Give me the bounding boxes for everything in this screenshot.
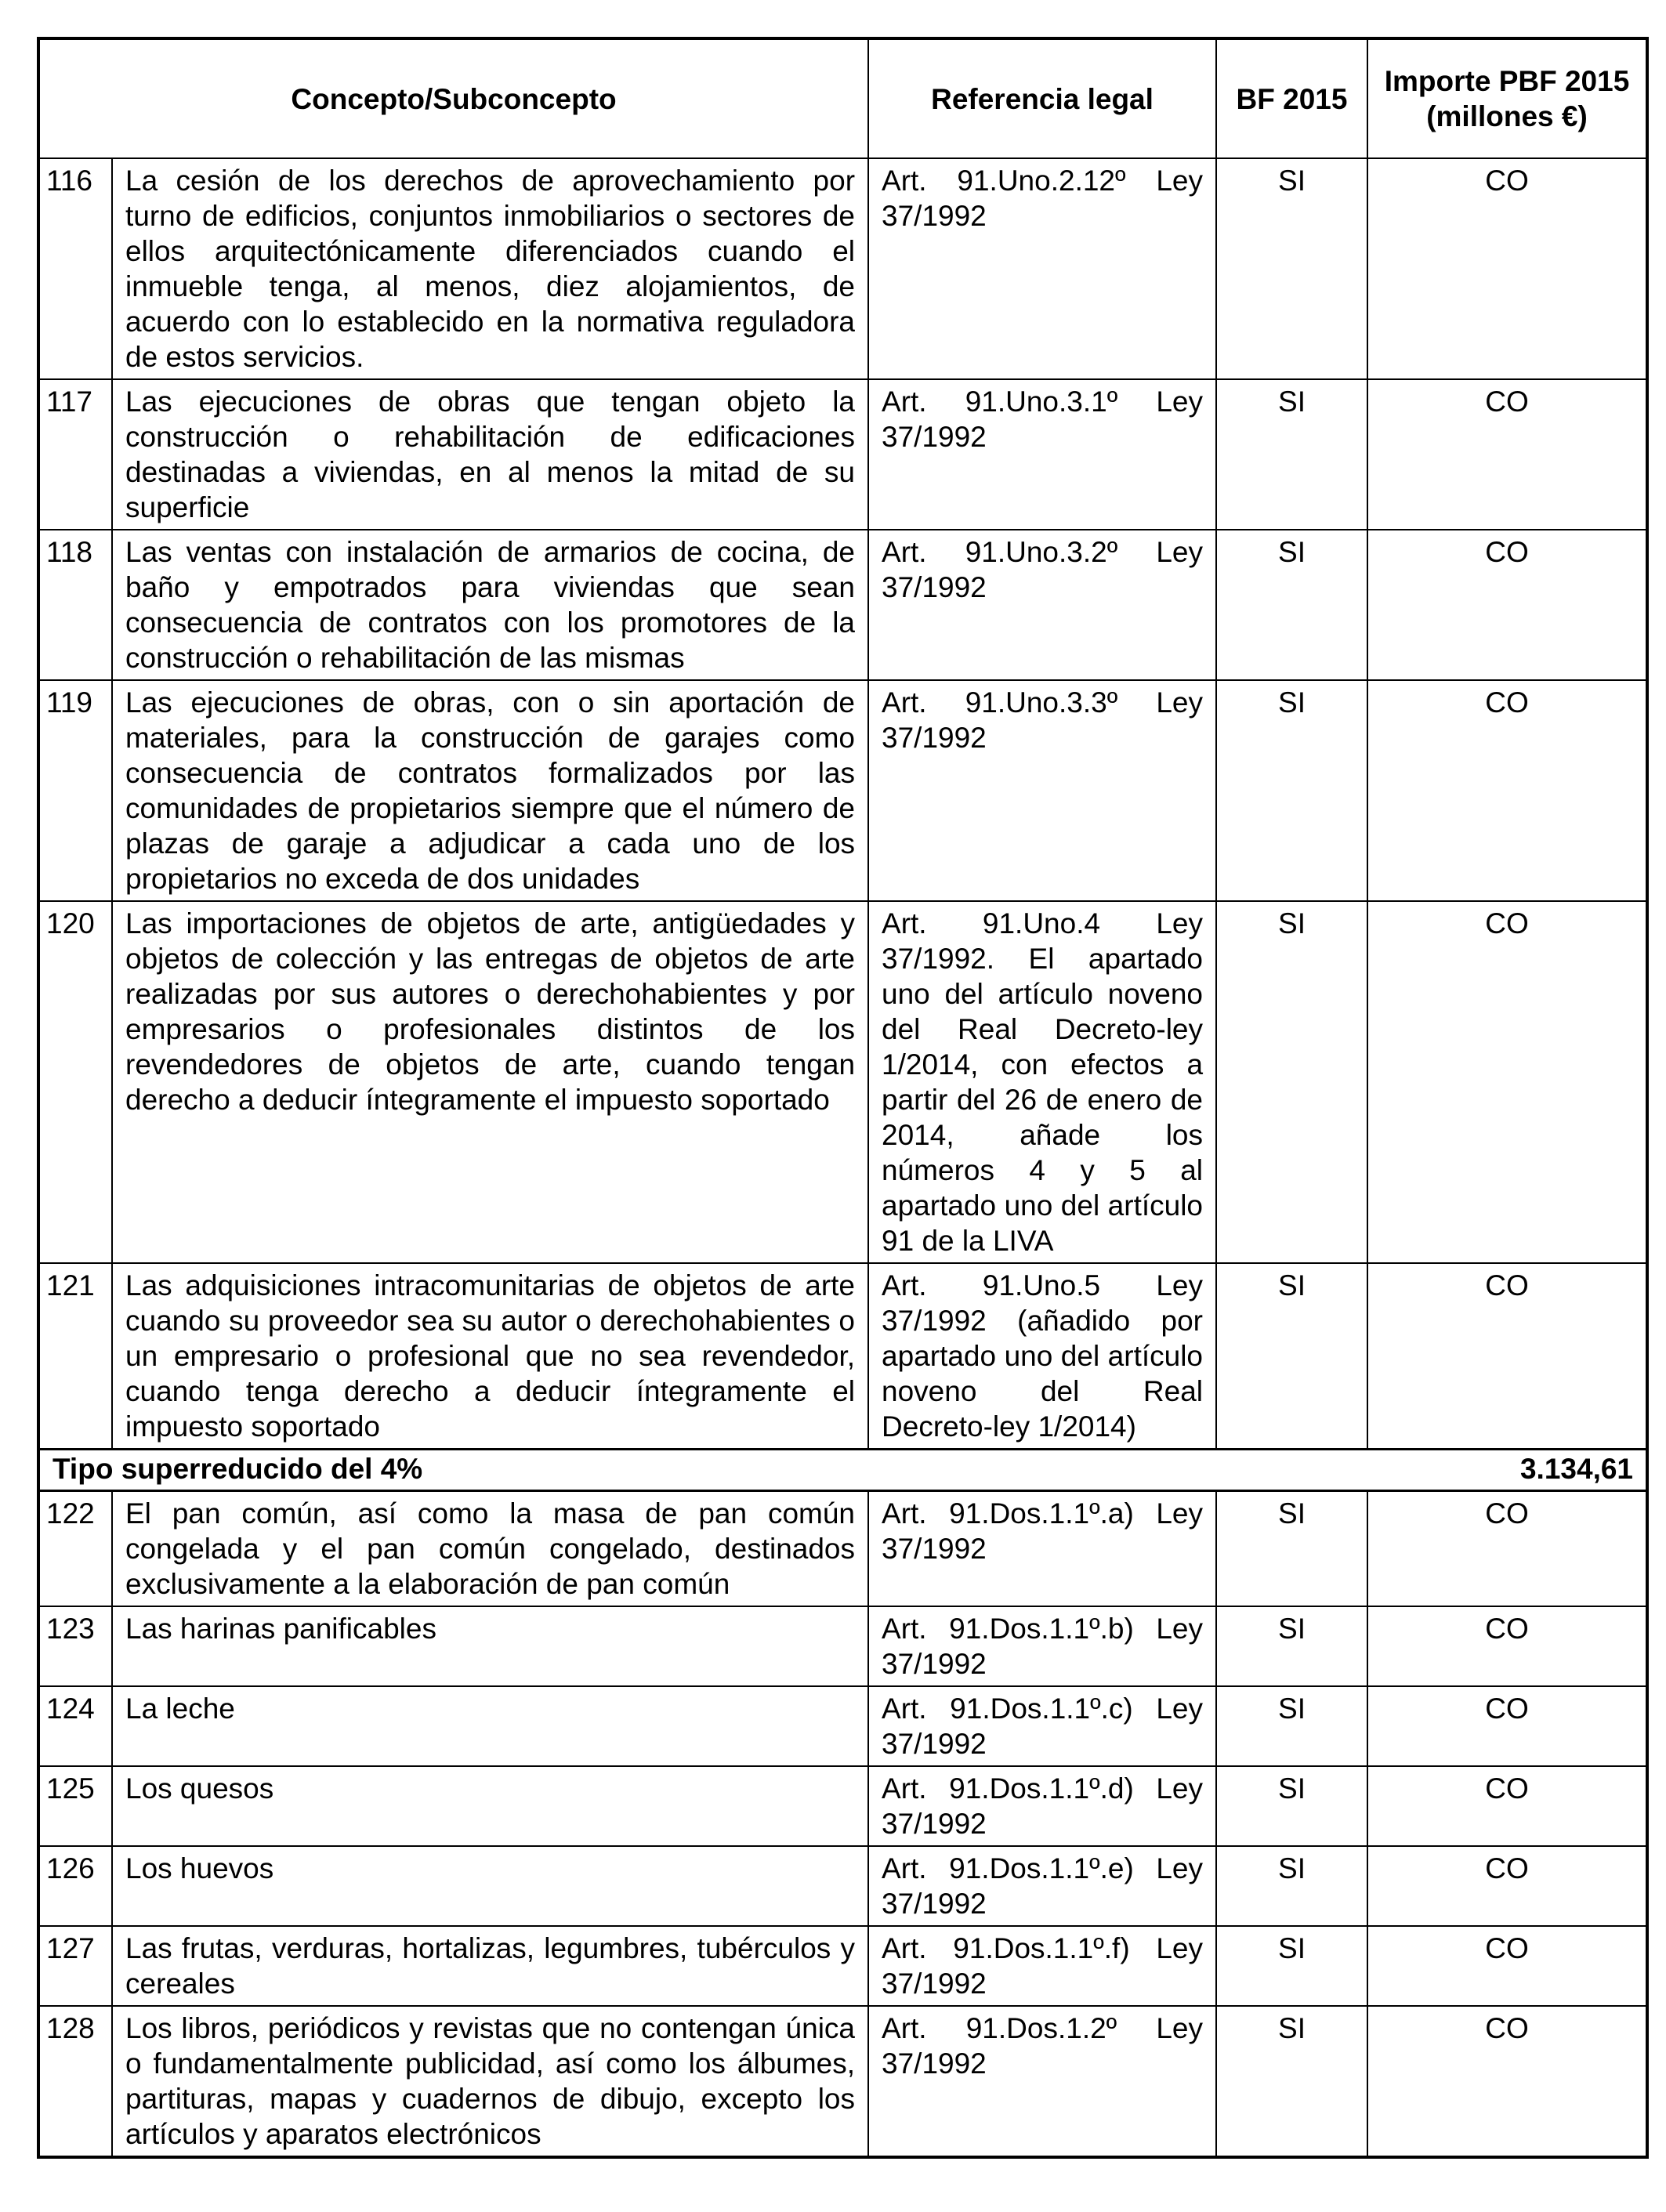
row-importe-value: CO bbox=[1367, 1926, 1647, 2006]
row-number: 128 bbox=[38, 2006, 112, 2157]
row-number: 126 bbox=[38, 1846, 112, 1926]
row-referencia: Art. 91.Uno.3.3º Ley 37/1992 bbox=[868, 680, 1216, 901]
row-bf-value: SI bbox=[1216, 158, 1367, 379]
table-row bbox=[38, 1846, 1647, 1926]
table-row bbox=[38, 530, 1647, 680]
row-importe-value: CO bbox=[1367, 1766, 1647, 1846]
table-row bbox=[38, 158, 1647, 379]
column-header-bf: BF 2015 bbox=[1216, 38, 1367, 158]
table-row bbox=[38, 1926, 1647, 2006]
row-bf-value: SI bbox=[1216, 1686, 1367, 1766]
row-number: 117 bbox=[38, 379, 112, 530]
row-importe-value: CO bbox=[1367, 530, 1647, 680]
row-bf-value: SI bbox=[1216, 1766, 1367, 1846]
table-row bbox=[38, 1766, 1647, 1846]
row-importe-value: CO bbox=[1367, 1491, 1647, 1607]
row-importe-value: CO bbox=[1367, 1846, 1647, 1926]
row-bf-value: SI bbox=[1216, 1846, 1367, 1926]
table-row bbox=[38, 2006, 1647, 2157]
row-concepto: Las ventas con instalación de armarios de cocina, de baño y empotrados para viviendas que sean consecuencia de contratos con los promotores de la construcción o rehabilitación de las mismas bbox=[112, 530, 868, 680]
row-referencia: Art. 91.Uno.3.2º Ley 37/1992 bbox=[868, 530, 1216, 680]
row-bf-value: SI bbox=[1216, 379, 1367, 530]
row-concepto: La cesión de los derechos de aprovechamiento por turno de edificios, conjuntos inmobiliarios o sectores de ellos arquitectónicamente diferenciados cuando el inmueble tenga, al menos, diez alojamientos, de acuerdo con lo establecido en la normativa reguladora de estos servicios. bbox=[112, 158, 868, 379]
table-row bbox=[38, 379, 1647, 530]
row-importe-value: CO bbox=[1367, 680, 1647, 901]
column-header-referencia: Referencia legal bbox=[868, 38, 1216, 158]
row-concepto: La leche bbox=[112, 1686, 868, 1766]
row-referencia: Art. 91.Uno.5 Ley 37/1992 (añadido por apartado uno del artículo noveno del Real Decreto-ley 1/2014) bbox=[868, 1263, 1216, 1450]
row-concepto: Las frutas, verduras, hortalizas, legumbres, tubérculos y cereales bbox=[112, 1926, 868, 2006]
section-row bbox=[38, 1450, 1647, 1491]
table-row bbox=[38, 1606, 1647, 1686]
row-referencia: Art. 91.Uno.3.1º Ley 37/1992 bbox=[868, 379, 1216, 530]
document-page bbox=[0, 37, 1666, 2212]
table-row bbox=[38, 1491, 1647, 1607]
row-referencia: Art. 91.Dos.1.1º.e) Ley 37/1992 bbox=[868, 1846, 1216, 1926]
table-row bbox=[38, 1263, 1647, 1450]
row-importe-value: CO bbox=[1367, 158, 1647, 379]
column-header-importe: Importe PBF 2015 (millones €) bbox=[1367, 38, 1647, 158]
row-importe-value: CO bbox=[1367, 1606, 1647, 1686]
row-concepto: Los quesos bbox=[112, 1766, 868, 1846]
row-referencia: Art. 91.Uno.2.12º Ley 37/1992 bbox=[868, 158, 1216, 379]
section-total-value: 3.134,61 bbox=[1519, 1453, 1634, 1485]
row-number: 123 bbox=[38, 1606, 112, 1686]
row-importe-value: CO bbox=[1367, 2006, 1647, 2157]
row-concepto: Las adquisiciones intracomunitarias de objetos de arte cuando su proveedor sea su autor o derechohabientes o un empresario o profesional que no sea revendedor, cuando tenga derecho a deducir íntegramente el impuesto soportado bbox=[112, 1263, 868, 1450]
row-number: 122 bbox=[38, 1491, 112, 1607]
row-number: 116 bbox=[38, 158, 112, 379]
row-importe-value: CO bbox=[1367, 1686, 1647, 1766]
row-bf-value: SI bbox=[1216, 1606, 1367, 1686]
table-row bbox=[38, 680, 1647, 901]
row-number: 120 bbox=[38, 901, 112, 1263]
row-number: 118 bbox=[38, 530, 112, 680]
row-concepto: Las ejecuciones de obras que tengan objeto la construcción o rehabilitación de edificaciones destinadas a viviendas, en al menos la mitad de su superficie bbox=[112, 379, 868, 530]
header-row bbox=[38, 38, 1647, 158]
row-bf-value: SI bbox=[1216, 2006, 1367, 2157]
row-concepto: Las harinas panificables bbox=[112, 1606, 868, 1686]
row-referencia: Art. 91.Dos.1.1º.c) Ley 37/1992 bbox=[868, 1686, 1216, 1766]
row-concepto: Los libros, periódicos y revistas que no contengan única o fundamentalmente publicidad, así como los álbumes, partituras, mapas y cuadernos de dibujo, excepto los artículos y aparatos electrónicos bbox=[112, 2006, 868, 2157]
row-number: 127 bbox=[38, 1926, 112, 2006]
row-importe-value: CO bbox=[1367, 379, 1647, 530]
table-row bbox=[38, 901, 1647, 1263]
table-header bbox=[38, 38, 1647, 158]
table-row bbox=[38, 1686, 1647, 1766]
row-concepto: Los huevos bbox=[112, 1846, 868, 1926]
row-bf-value: SI bbox=[1216, 901, 1367, 1263]
row-referencia: Art. 91.Uno.4 Ley 37/1992. El apartado uno del artículo noveno del Real Decreto-ley 1/2014, con efectos a partir del 26 de enero de 2014, añade los números 4 y 5 al apartado uno del artículo 91 de la LIVA bbox=[868, 901, 1216, 1263]
row-bf-value: SI bbox=[1216, 1926, 1367, 2006]
row-referencia: Art. 91.Dos.1.1º.f) Ley 37/1992 bbox=[868, 1926, 1216, 2006]
row-concepto: El pan común, así como la masa de pan común congelada y el pan común congelado, destinados exclusivamente a la elaboración de pan común bbox=[112, 1491, 868, 1607]
row-number: 121 bbox=[38, 1263, 112, 1450]
table-body bbox=[38, 158, 1647, 2157]
row-referencia: Art. 91.Dos.1.1º.a) Ley 37/1992 bbox=[868, 1491, 1216, 1607]
row-bf-value: SI bbox=[1216, 1491, 1367, 1607]
column-header-concepto: Concepto/Subconcepto bbox=[38, 38, 868, 158]
tax-benefits-table bbox=[37, 37, 1649, 2159]
section-label: Tipo superreducido del 4% bbox=[53, 1453, 423, 1485]
row-number: 125 bbox=[38, 1766, 112, 1846]
row-importe-value: CO bbox=[1367, 1263, 1647, 1450]
row-concepto: Las importaciones de objetos de arte, antigüedades y objetos de colección y las entregas de objetos de arte realizadas por sus autores o derechohabientes y por empresarios o profesionales distintos de los revendedores de objetos de arte, cuando tengan derecho a deducir íntegramente el impuesto soportado bbox=[112, 901, 868, 1263]
row-bf-value: SI bbox=[1216, 680, 1367, 901]
row-referencia: Art. 91.Dos.1.2º Ley 37/1992 bbox=[868, 2006, 1216, 2157]
row-bf-value: SI bbox=[1216, 1263, 1367, 1450]
row-referencia: Art. 91.Dos.1.1º.d) Ley 37/1992 bbox=[868, 1766, 1216, 1846]
row-concepto: Las ejecuciones de obras, con o sin aportación de materiales, para la construcción de garajes como consecuencia de contratos formalizados por las comunidades de propietarios siempre que el número de plazas de garaje a adjudicar a cada uno de los propietarios no exceda de dos unidades bbox=[112, 680, 868, 901]
row-number: 119 bbox=[38, 680, 112, 901]
row-bf-value: SI bbox=[1216, 530, 1367, 680]
row-number: 124 bbox=[38, 1686, 112, 1766]
row-referencia: Art. 91.Dos.1.1º.b) Ley 37/1992 bbox=[868, 1606, 1216, 1686]
row-importe-value: CO bbox=[1367, 901, 1647, 1263]
